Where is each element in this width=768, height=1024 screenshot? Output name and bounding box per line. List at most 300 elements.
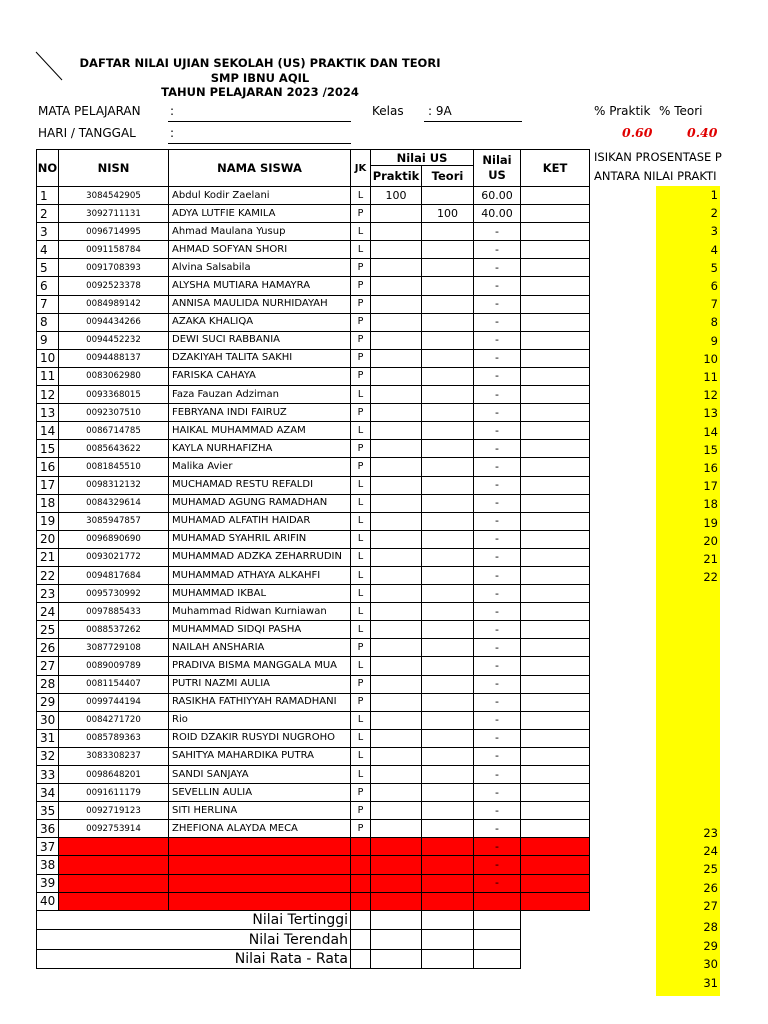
row-ket[interactable] — [521, 295, 590, 313]
row-teori[interactable] — [422, 766, 474, 784]
row-nilai-us: - — [474, 349, 521, 367]
row-no: 19 — [37, 512, 59, 530]
row-praktik[interactable] — [371, 693, 422, 711]
row-jk: L — [351, 476, 371, 494]
row-teori[interactable] — [422, 585, 474, 603]
row-ket[interactable] — [521, 223, 590, 241]
row-ket[interactable] — [521, 784, 590, 802]
row-teori[interactable] — [422, 241, 474, 259]
row-praktik[interactable] — [371, 259, 422, 277]
row-nama: FARISKA CAHAYA — [169, 367, 351, 385]
row-praktik[interactable] — [371, 657, 422, 675]
row-teori[interactable] — [422, 422, 474, 440]
row-no: 17 — [37, 476, 59, 494]
table-row — [37, 729, 590, 747]
row-teori[interactable] — [422, 187, 474, 205]
row-praktik[interactable] — [371, 874, 422, 892]
table-row — [37, 802, 590, 820]
table-row — [37, 566, 590, 584]
row-nisn: 0091611179 — [59, 784, 169, 802]
row-nama: Rio — [169, 711, 351, 729]
row-no: 8 — [37, 313, 59, 331]
row-nilai-us: - — [474, 838, 521, 856]
table-row — [37, 585, 590, 603]
row-teori[interactable] — [422, 494, 474, 512]
table-row — [37, 187, 590, 205]
summary-blank — [521, 930, 590, 950]
row-teori[interactable] — [422, 404, 474, 422]
table-row — [37, 711, 590, 729]
row-ket[interactable] — [521, 440, 590, 458]
row-nama: ALYSHA MUTIARA HAMAYRA — [169, 277, 351, 295]
summary-cell — [474, 949, 521, 969]
row-nisn: 3084542905 — [59, 187, 169, 205]
row-nama: SITI HERLINA — [169, 802, 351, 820]
row-teori[interactable] — [422, 802, 474, 820]
row-ket[interactable] — [521, 874, 590, 892]
row-teori[interactable] — [422, 747, 474, 765]
yellow-index-number: 4 — [710, 242, 718, 257]
row-no: 39 — [37, 874, 59, 892]
row-nama — [169, 892, 351, 910]
row-ket[interactable] — [521, 458, 590, 476]
row-ket[interactable] — [521, 313, 590, 331]
row-ket[interactable] — [521, 530, 590, 548]
row-nisn: 0098312132 — [59, 476, 169, 494]
table-row — [37, 675, 590, 693]
row-nisn — [59, 856, 169, 874]
table-row — [37, 892, 590, 910]
row-nama: HAIKAL MUHAMMAD AZAM — [169, 422, 351, 440]
yellow-index-number: 6 — [710, 279, 718, 293]
table-row — [37, 657, 590, 675]
row-nama: MUHAMMAD IKBAL — [169, 585, 351, 603]
row-nisn: 0081154407 — [59, 675, 169, 693]
table-row — [37, 747, 590, 765]
percent-praktik-value[interactable]: 0.60 — [622, 125, 653, 140]
row-nisn: 0085643622 — [59, 440, 169, 458]
row-jk: P — [351, 313, 371, 331]
table-row — [37, 820, 590, 838]
row-praktik[interactable] — [371, 548, 422, 566]
row-teori[interactable] — [422, 530, 474, 548]
row-ket[interactable] — [521, 331, 590, 349]
row-ket[interactable] — [521, 747, 590, 765]
table-row — [37, 295, 590, 313]
row-nama: Ahmad Maulana Yusup — [169, 223, 351, 241]
header-no: NO — [37, 150, 59, 187]
percent-teori-value[interactable]: 0.40 — [687, 125, 718, 140]
row-jk: P — [351, 820, 371, 838]
row-praktik[interactable] — [371, 205, 422, 223]
row-nisn: 0093021772 — [59, 548, 169, 566]
hari-colon: : — [170, 126, 175, 140]
row-nilai-us: - — [474, 530, 521, 548]
row-nilai-us: - — [474, 386, 521, 404]
title-line-2: SMP IBNU AQIL — [210, 71, 310, 85]
row-teori[interactable] — [422, 892, 474, 910]
row-teori[interactable]: 100 — [422, 205, 474, 223]
row-teori[interactable] — [422, 458, 474, 476]
row-jk: L — [351, 512, 371, 530]
row-jk — [351, 892, 371, 910]
summary-cell — [474, 930, 521, 950]
row-nilai-us: - — [474, 277, 521, 295]
row-nisn — [59, 874, 169, 892]
side-instruction-2: ANTARA NILAI PRAKTI — [594, 169, 717, 183]
row-nisn: 0098648201 — [59, 766, 169, 784]
row-praktik[interactable] — [371, 856, 422, 874]
row-teori[interactable] — [422, 838, 474, 856]
row-no: 1 — [37, 187, 59, 205]
row-ket[interactable] — [521, 422, 590, 440]
row-teori[interactable] — [422, 711, 474, 729]
row-no: 10 — [37, 349, 59, 367]
summary-cell — [351, 910, 371, 930]
row-jk: L — [351, 766, 371, 784]
row-nama: DZAKIYAH TALITA SAKHI — [169, 349, 351, 367]
row-jk — [351, 856, 371, 874]
row-ket[interactable] — [521, 241, 590, 259]
row-nilai-us: - — [474, 367, 521, 385]
row-ket[interactable] — [521, 512, 590, 530]
row-nisn: 0094817684 — [59, 566, 169, 584]
title-line-1: DAFTAR NILAI UJIAN SEKOLAH (US) PRAKTIK DAN TEORI — [79, 56, 441, 70]
table-row — [37, 512, 590, 530]
row-jk: L — [351, 223, 371, 241]
row-nisn — [59, 838, 169, 856]
row-ket[interactable] — [521, 657, 590, 675]
row-ket[interactable] — [521, 259, 590, 277]
row-praktik[interactable] — [371, 603, 422, 621]
row-nama: MUHAMAD SYAHRIL ARIFIN — [169, 530, 351, 548]
row-praktik[interactable] — [371, 892, 422, 910]
row-jk: L — [351, 711, 371, 729]
row-nilai-us: - — [474, 585, 521, 603]
row-nisn: 0084329614 — [59, 494, 169, 512]
row-nilai-us: - — [474, 241, 521, 259]
row-jk: L — [351, 494, 371, 512]
row-nilai-us: - — [474, 259, 521, 277]
table-row — [37, 693, 590, 711]
row-praktik[interactable] — [371, 566, 422, 584]
row-praktik[interactable] — [371, 476, 422, 494]
row-ket[interactable] — [521, 711, 590, 729]
hari-underline — [168, 143, 351, 144]
row-nilai-us: - — [474, 657, 521, 675]
table-row — [37, 367, 590, 385]
row-ket[interactable] — [521, 603, 590, 621]
row-nilai-us: - — [474, 404, 521, 422]
row-nama: PRADIVA BISMA MANGGALA MUA — [169, 657, 351, 675]
row-teori[interactable] — [422, 277, 474, 295]
row-teori[interactable] — [422, 476, 474, 494]
table-row — [37, 458, 590, 476]
row-praktik[interactable] — [371, 639, 422, 657]
row-nama: Alvina Salsabila — [169, 259, 351, 277]
row-nisn: 0091708393 — [59, 259, 169, 277]
row-teori[interactable] — [422, 331, 474, 349]
row-nilai-us: 60.00 — [474, 187, 521, 205]
row-no: 11 — [37, 367, 59, 385]
row-teori[interactable] — [422, 313, 474, 331]
row-praktik[interactable] — [371, 422, 422, 440]
row-nilai-us: - — [474, 802, 521, 820]
row-nisn: 0095730992 — [59, 585, 169, 603]
row-no: 28 — [37, 675, 59, 693]
row-praktik[interactable] — [371, 747, 422, 765]
row-no: 15 — [37, 440, 59, 458]
row-jk: L — [351, 585, 371, 603]
row-no: 37 — [37, 838, 59, 856]
row-jk: L — [351, 747, 371, 765]
grades-table — [36, 149, 590, 969]
row-teori[interactable] — [422, 675, 474, 693]
row-no: 21 — [37, 548, 59, 566]
row-teori[interactable] — [422, 621, 474, 639]
row-praktik[interactable] — [371, 440, 422, 458]
kelas-value: : 9A — [428, 104, 452, 118]
row-jk: L — [351, 657, 371, 675]
yellow-index-number: 21 — [703, 552, 718, 566]
table-row — [37, 784, 590, 802]
row-ket[interactable] — [521, 476, 590, 494]
row-teori[interactable] — [422, 657, 474, 675]
row-praktik[interactable] — [371, 404, 422, 422]
yellow-index-number: 27 — [703, 898, 718, 913]
summary-cell — [422, 910, 474, 930]
summary-blank — [521, 910, 590, 930]
row-nilai-us: - — [474, 639, 521, 657]
yellow-index-number: 30 — [703, 957, 718, 971]
table-row — [37, 548, 590, 566]
row-no: 33 — [37, 766, 59, 784]
summary-cell — [371, 930, 422, 950]
row-ket[interactable] — [521, 892, 590, 910]
row-nisn: 0096714995 — [59, 223, 169, 241]
mapel-colon: : — [170, 104, 175, 118]
row-jk: P — [351, 205, 371, 223]
row-jk: P — [351, 802, 371, 820]
yellow-index-number: 13 — [703, 406, 718, 421]
row-jk: P — [351, 349, 371, 367]
row-teori[interactable] — [422, 548, 474, 566]
row-praktik[interactable] — [371, 458, 422, 476]
row-jk: P — [351, 277, 371, 295]
row-no: 23 — [37, 585, 59, 603]
yellow-index-number: 11 — [703, 370, 718, 384]
summary-cell — [351, 930, 371, 950]
row-praktik[interactable] — [371, 295, 422, 313]
row-ket[interactable] — [521, 856, 590, 874]
side-instruction-1: ISIKAN PROSENTASE P — [594, 150, 722, 164]
row-praktik[interactable] — [371, 675, 422, 693]
row-praktik[interactable] — [371, 512, 422, 530]
row-nisn: 0097885433 — [59, 603, 169, 621]
yellow-index-number: 3 — [710, 224, 718, 239]
row-nama: MUHAMMAD SIDQI PASHA — [169, 621, 351, 639]
row-nisn: 0084271720 — [59, 711, 169, 729]
row-ket[interactable] — [521, 205, 590, 223]
table-row — [37, 223, 590, 241]
row-jk: P — [351, 675, 371, 693]
row-praktik[interactable] — [371, 349, 422, 367]
row-praktik[interactable] — [371, 367, 422, 385]
row-teori[interactable] — [422, 729, 474, 747]
row-no: 7 — [37, 295, 59, 313]
row-ket[interactable] — [521, 585, 590, 603]
row-ket[interactable] — [521, 187, 590, 205]
row-ket[interactable] — [521, 386, 590, 404]
row-ket[interactable] — [521, 548, 590, 566]
row-ket[interactable] — [521, 838, 590, 856]
row-teori[interactable] — [422, 440, 474, 458]
row-nama: DEWI SUCI RABBANIA — [169, 331, 351, 349]
row-jk: L — [351, 566, 371, 584]
row-praktik[interactable] — [371, 802, 422, 820]
row-ket[interactable] — [521, 675, 590, 693]
row-no: 9 — [37, 331, 59, 349]
row-praktik[interactable] — [371, 331, 422, 349]
summary-cell — [422, 949, 474, 969]
row-nilai-us: - — [474, 295, 521, 313]
row-praktik[interactable] — [371, 241, 422, 259]
row-teori[interactable] — [422, 386, 474, 404]
row-ket[interactable] — [521, 277, 590, 295]
row-nilai-us: - — [474, 856, 521, 874]
row-teori[interactable] — [422, 820, 474, 838]
row-teori[interactable] — [422, 259, 474, 277]
row-praktik[interactable] — [371, 530, 422, 548]
row-praktik[interactable] — [371, 585, 422, 603]
row-praktik[interactable]: 100 — [371, 187, 422, 205]
row-ket[interactable] — [521, 820, 590, 838]
yellow-index-number: 2 — [710, 206, 718, 221]
row-jk: L — [351, 729, 371, 747]
row-nilai-us: - — [474, 820, 521, 838]
summary-cell — [474, 910, 521, 930]
row-nisn: 0083062980 — [59, 367, 169, 385]
row-praktik[interactable] — [371, 277, 422, 295]
header-teori: Teori — [422, 166, 474, 187]
table-row — [37, 838, 590, 856]
row-nilai-us: - — [474, 548, 521, 566]
row-teori[interactable] — [422, 223, 474, 241]
yellow-index-number: 18 — [703, 497, 718, 512]
row-nisn: 3085947857 — [59, 512, 169, 530]
row-nilai-us: - — [474, 494, 521, 512]
row-ket[interactable] — [521, 802, 590, 820]
row-nisn: 3087729108 — [59, 639, 169, 657]
row-no: 22 — [37, 566, 59, 584]
row-nilai-us: - — [474, 566, 521, 584]
row-teori[interactable] — [422, 349, 474, 367]
row-nama: MUHAMAD AGUNG RAMADHAN — [169, 494, 351, 512]
row-nisn: 0094434266 — [59, 313, 169, 331]
row-nilai-us: - — [474, 729, 521, 747]
header-jk: JK — [351, 150, 371, 187]
row-teori[interactable] — [422, 512, 474, 530]
row-teori[interactable] — [422, 566, 474, 584]
row-nilai-us: - — [474, 476, 521, 494]
row-no: 2 — [37, 205, 59, 223]
row-nama: Muhammad Ridwan Kurniawan — [169, 603, 351, 621]
table-row — [37, 404, 590, 422]
row-ket[interactable] — [521, 621, 590, 639]
row-nisn: 0088537262 — [59, 621, 169, 639]
row-praktik[interactable] — [371, 494, 422, 512]
row-ket[interactable] — [521, 639, 590, 657]
header-nilai-us: Nilai US — [474, 150, 521, 187]
row-nilai-us: - — [474, 223, 521, 241]
row-ket[interactable] — [521, 349, 590, 367]
row-teori[interactable] — [422, 603, 474, 621]
row-praktik[interactable] — [371, 838, 422, 856]
row-praktik[interactable] — [371, 766, 422, 784]
row-no: 40 — [37, 892, 59, 910]
row-teori[interactable] — [422, 295, 474, 313]
row-jk: P — [351, 784, 371, 802]
row-teori[interactable] — [422, 693, 474, 711]
row-ket[interactable] — [521, 404, 590, 422]
row-nisn: 0081845510 — [59, 458, 169, 476]
row-praktik[interactable] — [371, 386, 422, 404]
yellow-index-number: 9 — [710, 333, 718, 348]
row-praktik[interactable] — [371, 729, 422, 747]
row-jk: L — [351, 241, 371, 259]
row-praktik[interactable] — [371, 711, 422, 729]
row-nisn: 0091158784 — [59, 241, 169, 259]
row-ket[interactable] — [521, 367, 590, 385]
table-row — [37, 621, 590, 639]
summary-label: Nilai Terendah — [37, 930, 351, 950]
row-jk: L — [351, 530, 371, 548]
row-praktik[interactable] — [371, 820, 422, 838]
row-nisn: 0085789363 — [59, 729, 169, 747]
table-row — [37, 530, 590, 548]
row-praktik[interactable] — [371, 621, 422, 639]
row-teori[interactable] — [422, 874, 474, 892]
row-nama — [169, 856, 351, 874]
row-nisn: 0092753914 — [59, 820, 169, 838]
row-nama: ROID DZAKIR RUSYDI NUGROHO — [169, 729, 351, 747]
row-ket[interactable] — [521, 566, 590, 584]
row-ket[interactable] — [521, 766, 590, 784]
row-nama: Faza Fauzan Adziman — [169, 386, 351, 404]
row-nilai-us: - — [474, 603, 521, 621]
row-teori[interactable] — [422, 856, 474, 874]
row-teori[interactable] — [422, 784, 474, 802]
row-ket[interactable] — [521, 494, 590, 512]
yellow-index-number: 1 — [710, 188, 718, 202]
row-ket[interactable] — [521, 729, 590, 747]
row-teori[interactable] — [422, 639, 474, 657]
row-jk: P — [351, 331, 371, 349]
row-teori[interactable] — [422, 367, 474, 385]
row-ket[interactable] — [521, 693, 590, 711]
row-jk: P — [351, 458, 371, 476]
row-jk: P — [351, 639, 371, 657]
yellow-index-number: 22 — [703, 570, 718, 585]
row-nisn: 0099744194 — [59, 693, 169, 711]
row-praktik[interactable] — [371, 784, 422, 802]
table-row — [37, 874, 590, 892]
row-jk: L — [351, 548, 371, 566]
row-praktik[interactable] — [371, 223, 422, 241]
row-nama — [169, 874, 351, 892]
row-praktik[interactable] — [371, 313, 422, 331]
table-row — [37, 205, 590, 223]
